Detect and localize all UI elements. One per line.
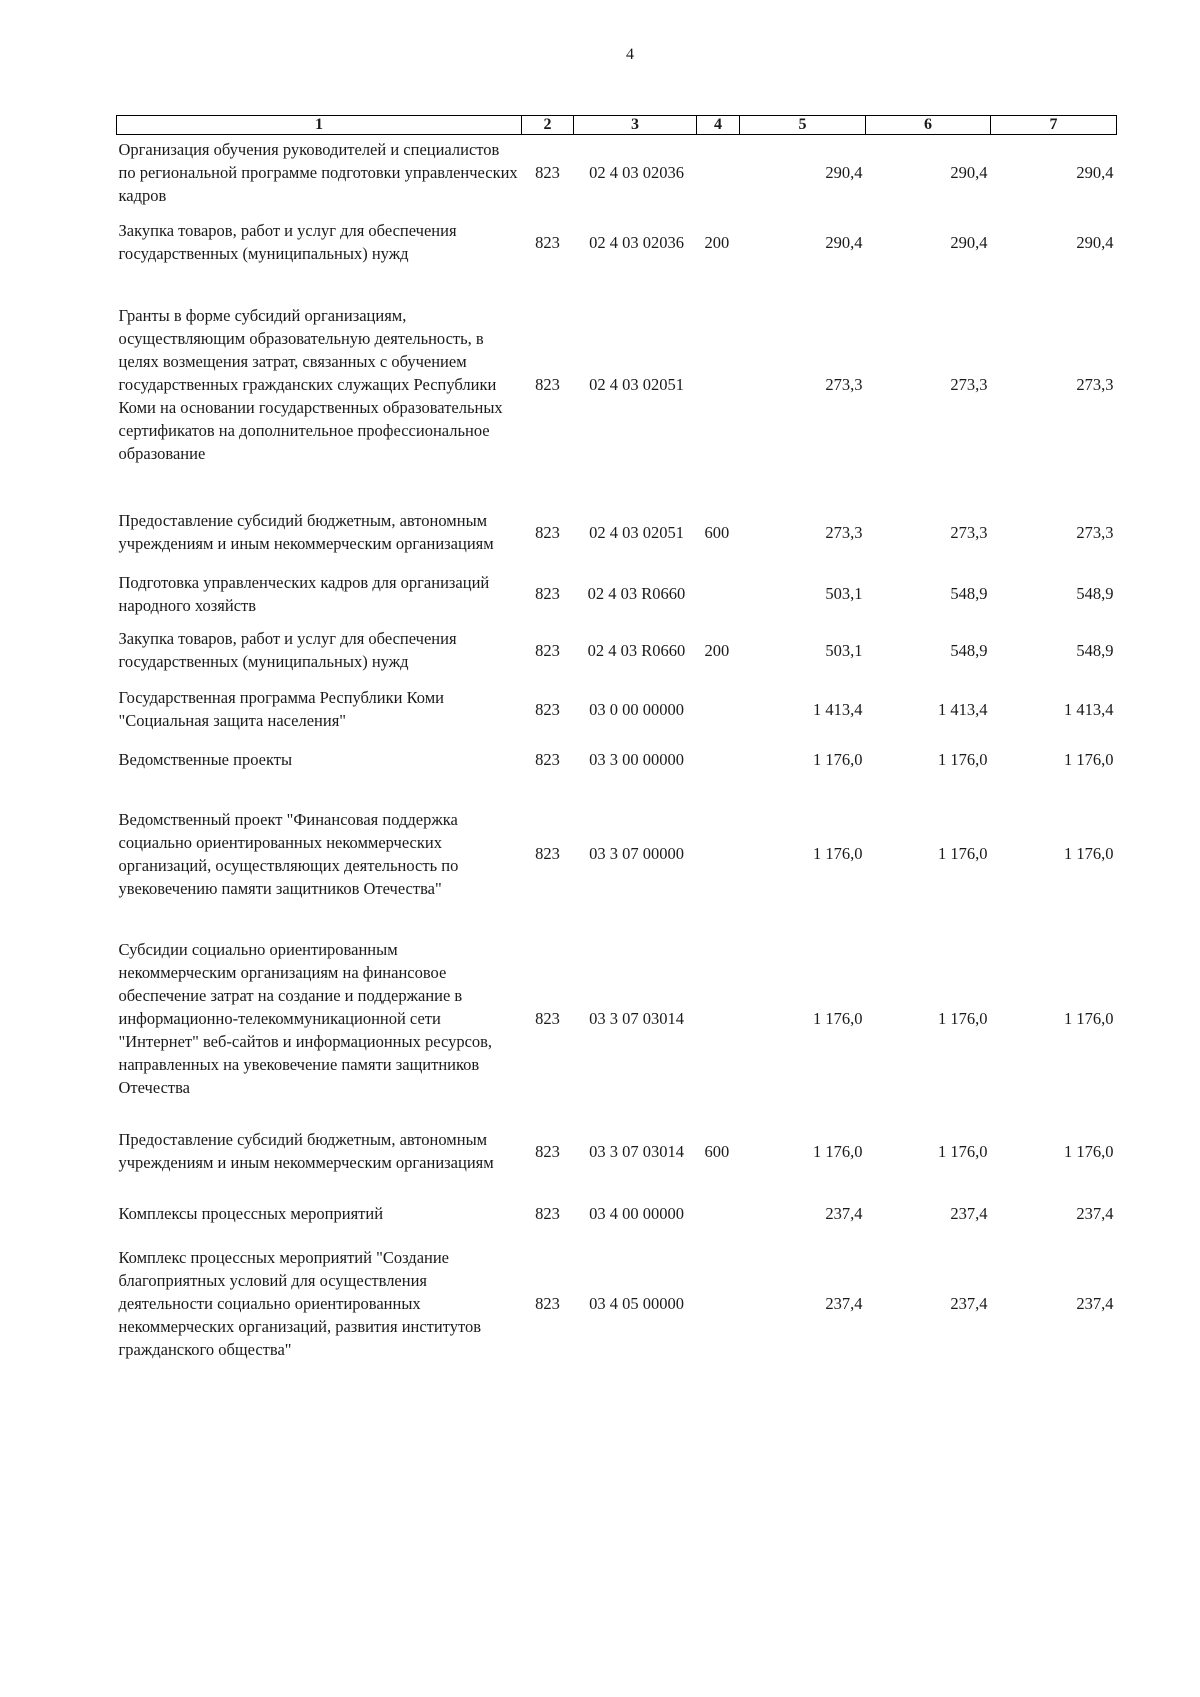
row-col-3: 03 4 00 00000 xyxy=(589,1204,684,1223)
row-col-5: 237,4 xyxy=(825,1204,863,1223)
row-col-5: 273,3 xyxy=(825,375,863,394)
row-col-7: 1 176,0 xyxy=(1064,750,1114,769)
table-body xyxy=(117,135,1117,1369)
row-col-7: 237,4 xyxy=(1076,1294,1114,1313)
row-name: Организация обучения руководителей и специалистов по региональной программе подготовки управленческих кадров xyxy=(118,139,518,205)
row-name: Закупка товаров, работ и услуг для обеспечения государственных (муниципальных) нужд xyxy=(118,629,457,671)
row-col-6: 1 176,0 xyxy=(938,844,988,863)
row-col-6: 1 413,4 xyxy=(938,699,988,719)
row-col-5: 503,1 xyxy=(825,640,863,660)
row-col-6: 237,4 xyxy=(950,1294,988,1313)
page-number: 4 xyxy=(626,46,634,63)
row-col-5: 1 176,0 xyxy=(813,1141,863,1161)
table-row xyxy=(117,1189,1117,1239)
table-row xyxy=(117,495,1117,570)
row-col-4 xyxy=(697,1189,740,1239)
row-col-4 xyxy=(697,736,740,784)
row-col-7: 1 413,4 xyxy=(1064,699,1114,719)
row-col-3: 02 4 03 R0660 xyxy=(587,584,686,603)
row-col-2: 823 xyxy=(535,162,560,182)
row-col-3: 03 4 05 00000 xyxy=(589,1294,684,1313)
row-name: Ведомственный проект "Финансовая поддержка социально ориентированных некоммерческих организаций, осуществляющих деятельность по увековечению памяти защитников Отечества" xyxy=(118,809,459,898)
row-col-5: 1 176,0 xyxy=(813,750,863,769)
row-name: Государственная программа Республики Коми "Социальная защита населения" xyxy=(118,688,444,730)
row-col-2: 823 xyxy=(535,375,560,394)
table-row xyxy=(117,736,1117,784)
row-col-3: 02 4 03 02051 xyxy=(589,375,684,394)
row-col-4: 200 xyxy=(704,640,730,660)
row-name: Комплекс процессных мероприятий "Создание благоприятных условий для осуществления деятельности социально ориентированных некоммерческих организаций, развития институтов гражданского общества" xyxy=(118,1248,481,1359)
row-col-5: 1 413,4 xyxy=(813,699,863,719)
column-header-3: 3 xyxy=(574,116,697,135)
row-col-4 xyxy=(697,135,740,210)
row-col-5: 273,3 xyxy=(825,522,863,542)
row-name: Предоставление субсидий бюджетным, автономным учреждениям и иным некоммерческим организациям xyxy=(118,511,494,553)
row-col-4: 200 xyxy=(704,232,730,252)
column-header-1: 1 xyxy=(117,116,522,135)
row-col-2: 823 xyxy=(535,232,560,252)
row-col-2: 823 xyxy=(535,750,560,769)
row-col-4 xyxy=(697,275,740,495)
row-col-2: 823 xyxy=(535,1294,560,1313)
row-col-2: 823 xyxy=(535,522,560,542)
row-col-5: 1 176,0 xyxy=(813,844,863,863)
table-row xyxy=(117,570,1117,618)
column-header-5: 5 xyxy=(740,116,866,135)
row-col-4 xyxy=(697,784,740,924)
row-col-4 xyxy=(697,683,740,736)
row-col-5: 290,4 xyxy=(825,232,863,252)
row-name: Предоставление субсидий бюджетным, автономным учреждениям и иным некоммерческим организациям xyxy=(118,1130,494,1172)
column-header-2: 2 xyxy=(522,116,574,135)
column-header-6: 6 xyxy=(866,116,991,135)
header-row xyxy=(117,116,1117,135)
table-row xyxy=(117,210,1117,275)
row-col-3: 03 3 07 03014 xyxy=(589,1009,684,1028)
row-col-2: 823 xyxy=(535,844,560,863)
row-col-5: 503,1 xyxy=(825,584,863,603)
table-row xyxy=(117,784,1117,924)
row-name: Закупка товаров, работ и услуг для обеспечения государственных (муниципальных) нужд xyxy=(118,221,457,263)
budget-table xyxy=(116,115,1117,1369)
row-col-7: 548,9 xyxy=(1076,584,1114,603)
row-col-4 xyxy=(697,1239,740,1369)
column-header-4: 4 xyxy=(697,116,740,135)
row-col-6: 548,9 xyxy=(950,584,988,603)
row-col-7: 273,3 xyxy=(1076,522,1114,542)
table-header xyxy=(117,116,1117,135)
row-col-5: 237,4 xyxy=(825,1294,863,1313)
row-col-2: 823 xyxy=(535,699,560,719)
table-row xyxy=(117,683,1117,736)
row-name: Субсидии социально ориентированным некоммерческим организациям на финансовое обеспечение затрат на создание и поддержание в информационно-телекоммуникационной сети "Интернет" веб-сайтов и информационных ресурсов, направленных на увековечение памяти защитников Отечества xyxy=(118,940,493,1097)
row-col-6: 1 176,0 xyxy=(938,1009,988,1028)
row-col-4: 600 xyxy=(704,522,730,542)
row-col-7: 290,4 xyxy=(1076,232,1114,252)
row-col-7: 237,4 xyxy=(1076,1204,1114,1223)
row-col-6: 290,4 xyxy=(950,232,988,252)
row-col-6: 273,3 xyxy=(950,522,988,542)
table-row xyxy=(117,924,1117,1114)
table-row xyxy=(117,275,1117,495)
row-col-7: 1 176,0 xyxy=(1064,844,1114,863)
row-col-3: 02 4 03 R0660 xyxy=(587,640,686,660)
row-col-3: 03 3 07 03014 xyxy=(589,1141,684,1161)
table-row xyxy=(117,135,1117,210)
row-name: Подготовка управленческих кадров для организаций народного хозяйств xyxy=(118,572,490,615)
row-name: Комплексы процессных мероприятий xyxy=(118,1204,384,1223)
row-col-3: 02 4 03 02051 xyxy=(589,522,684,542)
row-col-4: 600 xyxy=(704,1141,730,1161)
row-col-6: 237,4 xyxy=(950,1204,988,1223)
row-col-2: 823 xyxy=(535,1009,560,1028)
table-row xyxy=(117,1114,1117,1189)
row-col-4 xyxy=(697,570,740,618)
table-row xyxy=(117,1239,1117,1369)
row-col-3: 03 3 07 00000 xyxy=(589,844,684,863)
row-col-3: 02 4 03 02036 xyxy=(589,232,684,252)
row-col-2: 823 xyxy=(535,1204,560,1223)
row-col-7: 1 176,0 xyxy=(1064,1141,1114,1161)
row-col-3: 02 4 03 02036 xyxy=(589,162,684,182)
row-col-7: 290,4 xyxy=(1076,162,1114,182)
row-col-5: 1 176,0 xyxy=(813,1009,863,1028)
row-col-3: 03 3 00 00000 xyxy=(589,750,684,769)
row-col-6: 548,9 xyxy=(950,640,988,660)
row-col-2: 823 xyxy=(535,1141,560,1161)
row-col-7: 1 176,0 xyxy=(1064,1009,1114,1028)
row-col-3: 03 0 00 00000 xyxy=(589,699,684,719)
row-col-6: 290,4 xyxy=(950,162,988,182)
row-col-2: 823 xyxy=(535,584,560,603)
row-name: Ведомственные проекты xyxy=(118,750,293,769)
row-name: Гранты в форме субсидий организациям, осуществляющим образовательную деятельность, в целях возмещения затрат, связанных с обучением государственных гражданских служащих Республики Коми на основании государственных образовательных сертификатов на дополнительное профессиональное образование xyxy=(118,306,503,463)
row-col-6: 1 176,0 xyxy=(938,1141,988,1161)
row-col-2: 823 xyxy=(535,640,560,660)
column-header-7: 7 xyxy=(991,116,1117,135)
row-col-6: 273,3 xyxy=(950,375,988,394)
row-col-7: 273,3 xyxy=(1076,375,1114,394)
row-col-6: 1 176,0 xyxy=(938,750,988,769)
table-row xyxy=(117,618,1117,683)
row-col-5: 290,4 xyxy=(825,162,863,182)
row-col-4 xyxy=(697,924,740,1114)
row-col-7: 548,9 xyxy=(1076,640,1114,660)
